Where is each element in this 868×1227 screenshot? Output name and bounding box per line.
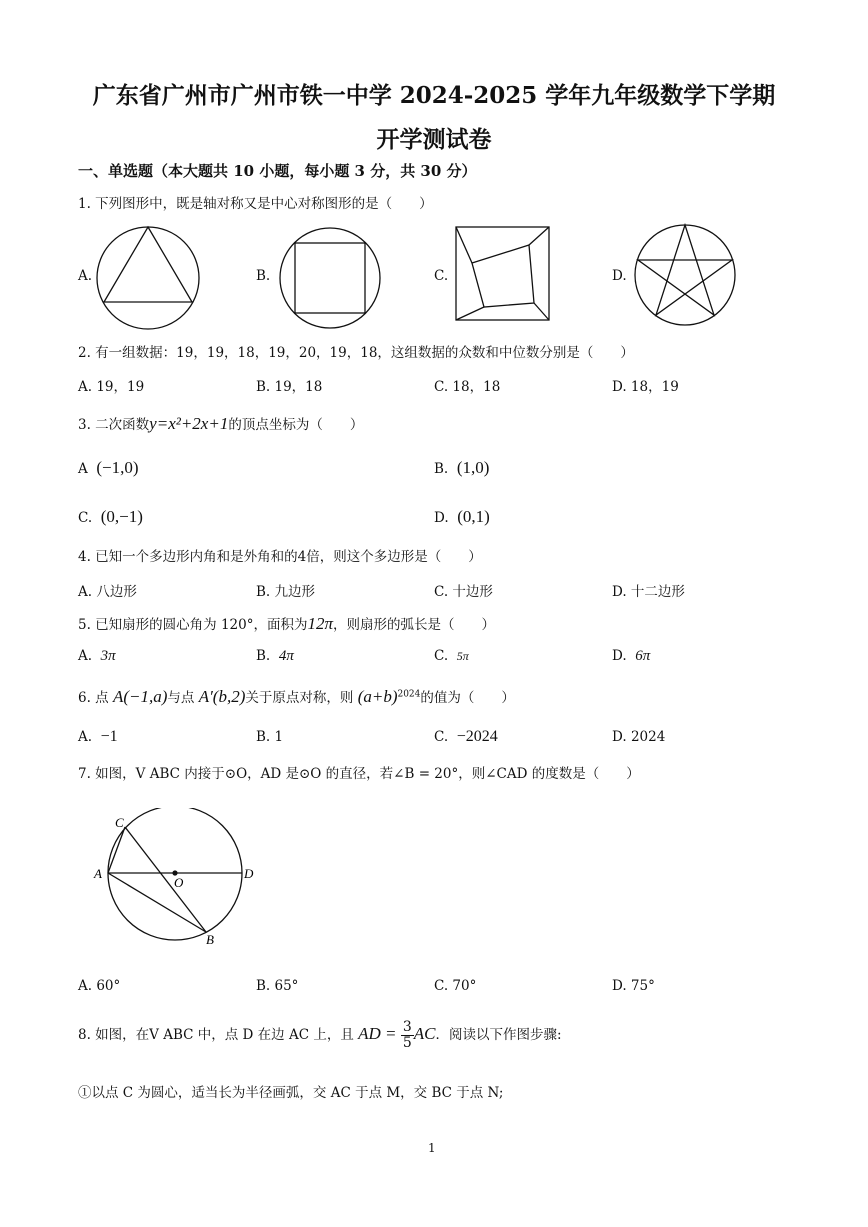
q5-area: 12π [307, 614, 334, 633]
q4-option-c: C. 十边形 [434, 584, 493, 600]
q8-pre: 8. 如图，在V ABC 中，点 D 在边 AC 上，且 [78, 1027, 354, 1043]
q7-option-a: A. 60° [78, 978, 121, 994]
q3-post: 的顶点坐标为（ ） [228, 417, 364, 433]
q3-option-a-value: (−1,0) [96, 458, 139, 477]
q3-option-c [78, 507, 143, 527]
q1-figure-a-circle-triangle [92, 222, 204, 334]
q7-label-a: A [94, 866, 102, 881]
q7-figure-circle [88, 808, 264, 956]
q8-denominator: 5 [402, 1035, 412, 1051]
question-3-stem [78, 413, 363, 434]
q6-point-a: A(−1,a) [112, 687, 168, 706]
q7-label-b: B [206, 932, 214, 947]
question-4-stem: 4. 已知一个多边形内角和是外角和的4倍，则这个多边形是（ ） [78, 549, 482, 565]
q6-expression: (a+b) [357, 687, 398, 706]
q7-label-o: O [174, 875, 184, 890]
q3-option-a-label: A [78, 461, 88, 477]
q6-option-c [434, 728, 498, 746]
q8-fraction [401, 1020, 414, 1051]
q7-label-d: D [244, 866, 254, 881]
question-1-stem: 1. 下列图形中，既是轴对称又是中心对称图形的是（ ） [78, 196, 433, 212]
q5-pre: 5. 已知扇形的圆心角为 120°，面积为 [78, 617, 308, 633]
q6-exponent: 2024 [397, 689, 421, 700]
q5-option-a [78, 648, 116, 665]
q3-option-d-label: D. [434, 510, 449, 526]
q5-option-b-label: B. [256, 648, 271, 664]
q6-option-c-label: C. [434, 729, 449, 745]
page-number: 1 [428, 1141, 436, 1155]
q1-figure-c-square-pinwheel [454, 225, 552, 323]
q6-mid2: 关于原点对称，则 [245, 690, 354, 706]
q5-option-d [612, 648, 650, 665]
q5-option-a-value: 3π [100, 648, 116, 664]
q3-pre: 3. 二次函数 [78, 417, 150, 433]
q4-option-d: D. 十二边形 [612, 584, 685, 600]
q6-option-b-value: 1 [274, 729, 284, 745]
section-heading: 一、单选题（本大题共 10 小题，每小题 3 分，共 30 分） [78, 162, 477, 180]
q3-option-b-label: B. [434, 461, 449, 477]
q2-option-c: C. 18，18 [434, 379, 501, 395]
q3-option-c-label: C. [78, 510, 93, 526]
q3-formula: y=x²+2x+1 [149, 414, 229, 433]
q5-option-c [434, 648, 469, 664]
q5-option-c-label: C. [434, 648, 449, 664]
q2-option-b: B. 19，18 [256, 379, 323, 395]
q6-option-d-value: 2024 [630, 729, 666, 745]
q3-option-b-value: (1,0) [456, 458, 490, 477]
q5-option-d-label: D. [612, 648, 627, 664]
q6-option-a-label: A. [78, 729, 93, 745]
q6-option-a [78, 728, 118, 746]
q6-post: 的值为（ ） [420, 690, 515, 706]
question-6-stem [78, 686, 515, 707]
q6-option-d [612, 729, 665, 745]
q6-option-b [256, 729, 283, 745]
q1-figure-d-circle-star [632, 222, 738, 328]
q4-option-b: B. 九边形 [256, 584, 316, 600]
q5-option-a-label: A. [78, 648, 93, 664]
q7-option-c: C. 70° [434, 978, 477, 994]
q7-option-d: D. 75° [612, 978, 655, 994]
q6-pre: 6. 点 [78, 690, 109, 706]
q5-option-d-value: 6π [635, 648, 651, 664]
question-5-stem [78, 613, 495, 634]
title-line-1: 广东省广州市广州市铁一中学 2024-2025 学年九年级数学下学期 [92, 82, 776, 109]
q8-step-1: ①以点 C 为圆心，适当长为半径画弧，交 AC 于点 M，交 BC 于点 N; [78, 1085, 504, 1101]
q3-option-d-value: (0,1) [457, 507, 490, 526]
q1-label-c: C. [434, 268, 449, 284]
q2-option-a: A. 19，19 [78, 379, 145, 395]
q2-option-d: D. 18，19 [612, 379, 679, 395]
q6-option-b-label: B. [256, 729, 271, 745]
q1-label-d: D. [612, 268, 627, 284]
q1-label-a: A. [78, 268, 93, 284]
q6-option-d-label: D. [612, 729, 627, 745]
q7-option-b: B. 65° [256, 978, 299, 994]
q3-option-b [434, 458, 489, 478]
q3-option-a [78, 458, 139, 478]
title-line-2: 开学测试卷 [376, 126, 492, 153]
q8-rhs: AC [413, 1024, 436, 1043]
q7-label-c: C [115, 815, 124, 830]
q6-option-c-value: −2024 [456, 728, 498, 745]
q8-post: ．阅读以下作图步骤: [435, 1027, 562, 1043]
q8-numerator: 3 [402, 1019, 412, 1035]
q6-point-a-prime: A′(b,2) [198, 687, 246, 706]
q3-option-c-value: (0,−1) [100, 507, 143, 526]
q6-mid1: 与点 [167, 690, 195, 706]
q6-option-a-value: −1 [100, 728, 118, 745]
q5-option-b-value: 4π [278, 648, 294, 664]
q3-option-d [434, 507, 490, 527]
q4-option-a: A. 八边形 [78, 584, 137, 600]
q5-option-b [256, 648, 294, 665]
question-7-stem: 7. 如图，V ABC 内接于⊙O，AD 是⊙O 的直径，若∠B = 20°，则∠CAD 的度数是（ ） [78, 766, 640, 782]
q1-figure-b-circle-square [276, 224, 384, 332]
q5-option-c-value: 5π [456, 649, 469, 663]
question-8-stem [78, 1020, 562, 1051]
question-2-stem: 2. 有一组数据：19，19，18，19，20，19，18，这组数据的众数和中位数分别是（ ） [78, 345, 634, 361]
q1-label-b: B. [256, 268, 271, 284]
q8-lhs: AD = [358, 1024, 397, 1043]
q5-post: ，则扇形的弧长是（ ） [333, 617, 496, 633]
